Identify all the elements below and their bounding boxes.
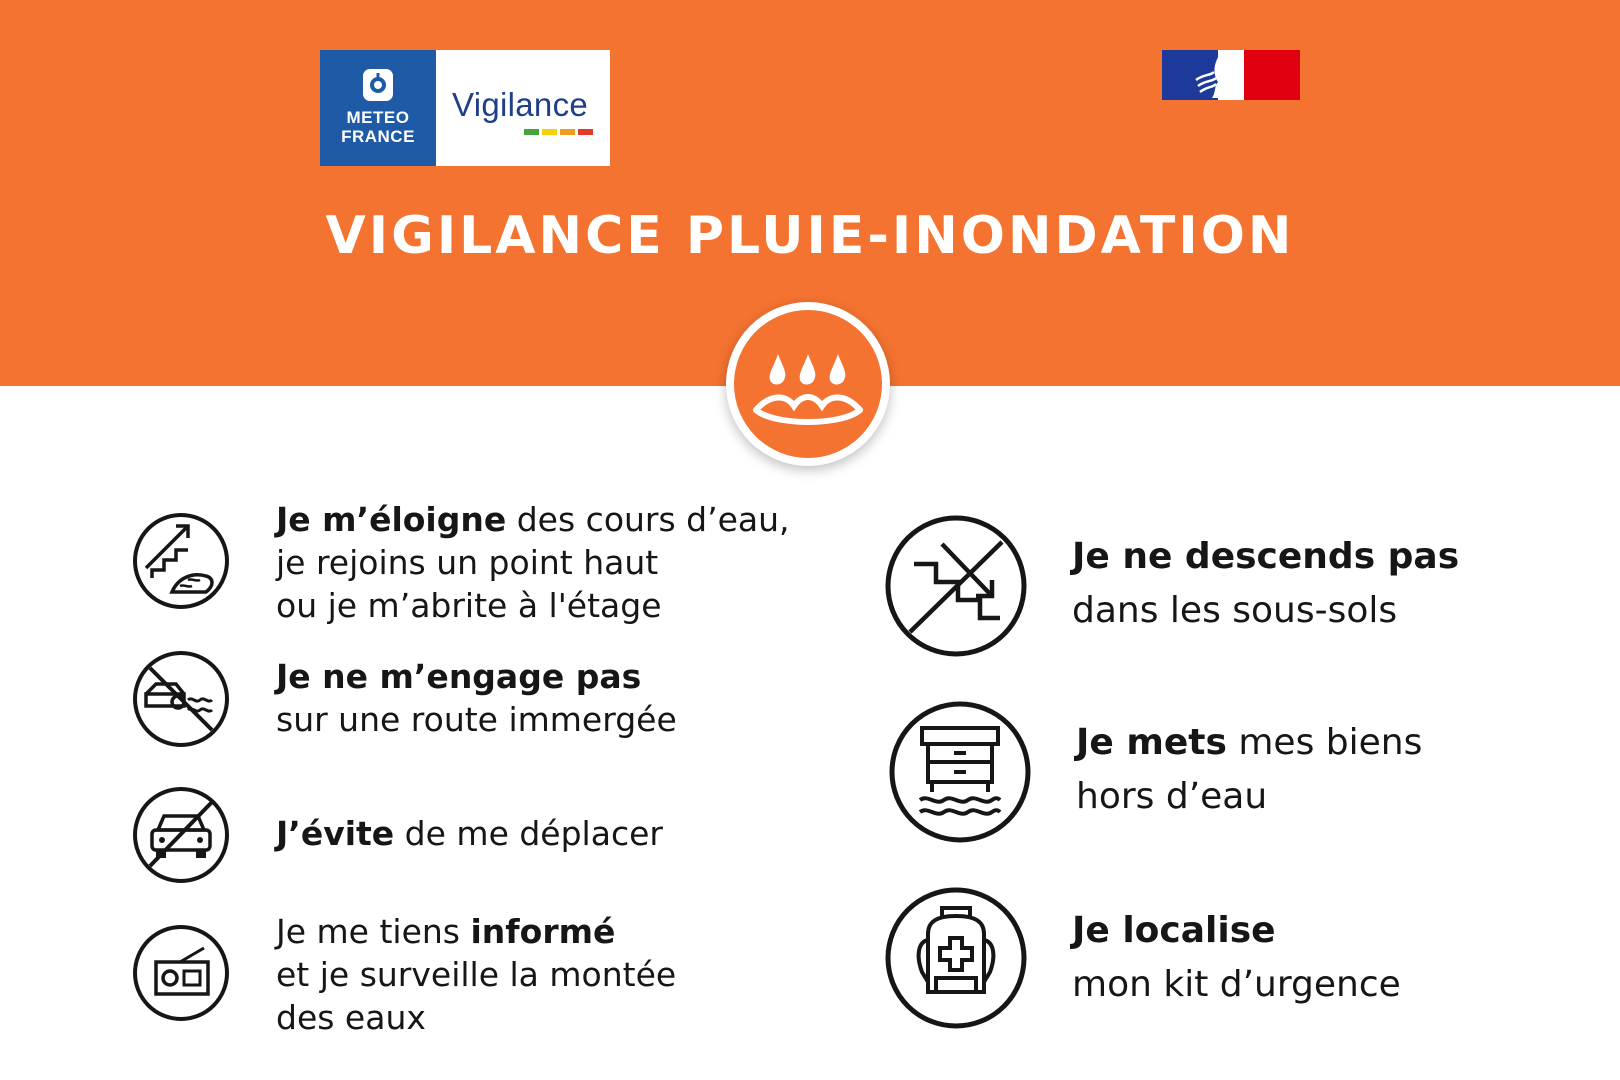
advice-locate-kit: Je localise mon kit d’urgence xyxy=(1072,910,1401,1005)
republique-francaise-logo xyxy=(1162,50,1300,100)
furniture-above-water-icon xyxy=(888,700,1032,844)
vigilance-color-scale xyxy=(524,129,593,135)
no-flooded-road-icon xyxy=(132,650,230,748)
marianne-icon xyxy=(1190,50,1246,100)
no-car-icon xyxy=(132,786,230,884)
emergency-kit-backpack-icon xyxy=(884,886,1028,1030)
meteo-france-logo xyxy=(320,50,436,166)
vigilance-logo xyxy=(320,50,610,166)
radio-icon xyxy=(132,924,230,1022)
advice-avoid-travel: J’évite de me déplacer xyxy=(276,814,663,853)
stairs-up-away-from-water-icon xyxy=(132,512,230,610)
advice-stay-informed: Je me tiens informé et je surveille la montée des eaux xyxy=(276,912,677,1037)
page-title: VIGILANCE PLUIE-INONDATION xyxy=(325,206,1295,266)
vigilance-wordmark: Vigilance xyxy=(452,86,589,123)
advice-no-flooded-road: Je ne m’engage pas sur une route immergée xyxy=(276,657,677,739)
hazard-badge xyxy=(726,302,890,466)
advice-move-away: Je m’éloigne des cours d’eau, je rejoins un point haut ou je m’abrite à l'étage xyxy=(276,500,790,625)
rain-flood-icon xyxy=(734,310,882,458)
meteo-france-emblem-icon xyxy=(362,68,394,102)
no-stairs-down-icon xyxy=(884,514,1028,658)
advice-protect-belongings: Je mets mes biens hors d’eau xyxy=(1076,722,1423,817)
meteo-france-wordmark: METEO FRANCE xyxy=(341,108,415,146)
advice-no-basement: Je ne descends pas dans les sous-sols xyxy=(1072,536,1460,631)
